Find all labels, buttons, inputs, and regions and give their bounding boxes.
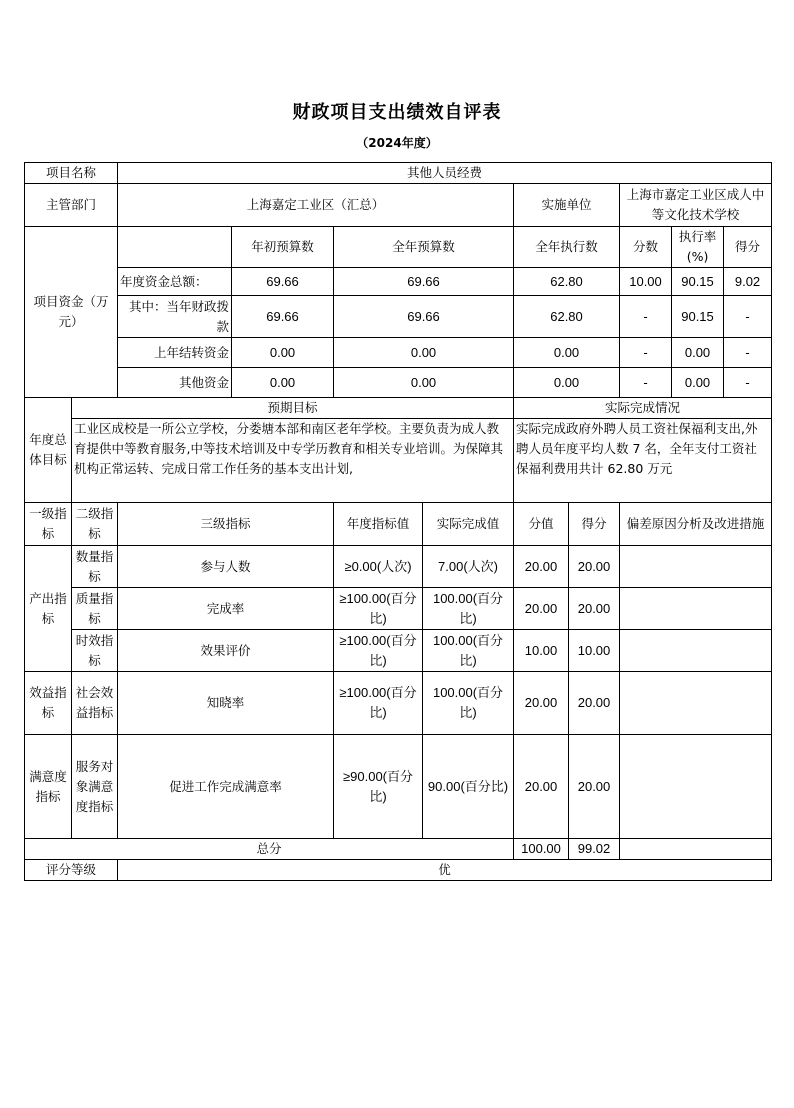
- funds-cell: 0.00: [232, 338, 334, 368]
- score-value-cell: 20.00: [514, 672, 569, 735]
- funds-header: 分数: [620, 227, 672, 268]
- target-cell: ≥100.00(百分比): [334, 672, 423, 735]
- actual-cell: 100.00(百分比): [423, 588, 514, 630]
- expected-goal-header: 预期目标: [72, 398, 514, 419]
- level3-cell: 知晓率: [118, 672, 334, 735]
- funds-cell: 90.15: [672, 268, 724, 296]
- score-value-cell: 20.00: [514, 735, 569, 839]
- total-score: 99.02: [569, 839, 620, 860]
- funds-cell: 9.02: [724, 268, 772, 296]
- score-cell: 20.00: [569, 588, 620, 630]
- deviation-cell: [620, 588, 772, 630]
- level2-cell: 社会效益指标: [72, 672, 118, 735]
- funds-header: 得分: [724, 227, 772, 268]
- deviation-cell: [620, 735, 772, 839]
- funds-cell: 0.00: [232, 368, 334, 398]
- level3-cell: 参与人数: [118, 546, 334, 588]
- score-cell: 20.00: [569, 546, 620, 588]
- target-cell: ≥100.00(百分比): [334, 630, 423, 672]
- dept-label: 主管部门: [25, 184, 118, 227]
- level1-cell: 满意度指标: [25, 735, 72, 839]
- level2-cell: 数量指标: [72, 546, 118, 588]
- funds-cell: -: [620, 338, 672, 368]
- score-cell: 20.00: [569, 735, 620, 839]
- level2-cell: 质量指标: [72, 588, 118, 630]
- target-cell: ≥100.00(百分比): [334, 588, 423, 630]
- actual-cell: 100.00(百分比): [423, 630, 514, 672]
- funds-cell: 69.66: [232, 296, 334, 338]
- level3-cell: 促进工作完成满意率: [118, 735, 334, 839]
- project-name-value: 其他人员经费: [118, 163, 772, 184]
- actual-cell: 90.00(百分比): [423, 735, 514, 839]
- funds-cell: 90.15: [672, 296, 724, 338]
- funds-header: 全年执行数: [514, 227, 620, 268]
- page-title: 财政项目支出绩效自评表: [292, 102, 502, 123]
- actual-header: 实际完成值: [423, 503, 514, 546]
- report-year: （2024年度）: [356, 136, 438, 150]
- funds-row-label: 上年结转资金: [118, 338, 232, 368]
- rating-label: 评分等级: [25, 860, 118, 881]
- funds-cell: 0.00: [334, 338, 514, 368]
- dept-value: 上海嘉定工业区（汇总）: [118, 184, 514, 227]
- funds-cell: -: [724, 368, 772, 398]
- actual-completion-header: 实际完成情况: [514, 398, 772, 419]
- funds-cell: -: [724, 296, 772, 338]
- expected-goal-text: 工业区成校是一所公立学校，分娄塘本部和南区老年学校。主要负责为成人教育提供中等教育服务,中等技术培训及中专学历教育和相关专业培训。为保障其机构正常运转、完成日常工作任务的基本支出计划,: [72, 419, 514, 503]
- level3-header: 三级指标: [118, 503, 334, 546]
- score-value-cell: 20.00: [514, 588, 569, 630]
- funds-cell: 0.00: [514, 338, 620, 368]
- deviation-cell: [620, 672, 772, 735]
- project-name-label: 项目名称: [25, 163, 118, 184]
- funds-cell: 0.00: [672, 338, 724, 368]
- deviation-cell: [620, 630, 772, 672]
- funds-header: 年初预算数: [232, 227, 334, 268]
- funds-cell: 69.66: [334, 296, 514, 338]
- score-value-cell: 10.00: [514, 630, 569, 672]
- actual-completion-text: 实际完成政府外聘人员工资社保福利支出,外聘人员年度平均人数 7 名，全年支付工资社保福利费用共计 62.80 万元: [514, 419, 772, 503]
- funds-cell: 0.00: [334, 368, 514, 398]
- level2-cell: 服务对象满意度指标: [72, 735, 118, 839]
- funds-cell: 69.66: [334, 268, 514, 296]
- level2-header: 二级指标: [72, 503, 118, 546]
- target-cell: ≥0.00(人次): [334, 546, 423, 588]
- funds-row-label: 其中：当年财政拨款: [118, 296, 232, 338]
- funds-cell: 62.80: [514, 296, 620, 338]
- funds-cell: 10.00: [620, 268, 672, 296]
- target-header: 年度指标值: [334, 503, 423, 546]
- level1-header: 一级指标: [25, 503, 72, 546]
- total-label: 总分: [25, 839, 514, 860]
- level1-cell: 效益指标: [25, 672, 72, 735]
- funds-row-label: 年度资金总额：: [118, 268, 232, 296]
- score-cell: 20.00: [569, 672, 620, 735]
- impl-unit-label: 实施单位: [514, 184, 620, 227]
- rating-value: 优: [118, 860, 772, 881]
- funds-cell: 69.66: [232, 268, 334, 296]
- target-cell: ≥90.00(百分比): [334, 735, 423, 839]
- funds-cell: 62.80: [514, 268, 620, 296]
- funds-cell: 0.00: [672, 368, 724, 398]
- funds-cell: -: [620, 296, 672, 338]
- deviation-cell: [620, 546, 772, 588]
- evaluation-table: [24, 162, 772, 881]
- funds-label: 项目资金（万元）: [25, 227, 118, 398]
- funds-row-label: 其他资金: [118, 368, 232, 398]
- score-header: 得分: [569, 503, 620, 546]
- score-cell: 10.00: [569, 630, 620, 672]
- level3-cell: 效果评价: [118, 630, 334, 672]
- funds-blank-header: [118, 227, 232, 268]
- actual-cell: 100.00(百分比): [423, 672, 514, 735]
- funds-cell: -: [724, 338, 772, 368]
- goals-label: 年度总体目标: [25, 398, 72, 503]
- level3-cell: 完成率: [118, 588, 334, 630]
- funds-cell: -: [620, 368, 672, 398]
- level1-cell: 产出指标: [25, 546, 72, 672]
- funds-cell: 0.00: [514, 368, 620, 398]
- total-score-value: 100.00: [514, 839, 569, 860]
- funds-header: 执行率(%): [672, 227, 724, 268]
- total-blank: [620, 839, 772, 860]
- score-value-cell: 20.00: [514, 546, 569, 588]
- score-value-header: 分值: [514, 503, 569, 546]
- funds-header: 全年预算数: [334, 227, 514, 268]
- deviation-header: 偏差原因分析及改进措施: [620, 503, 772, 546]
- impl-unit-value: 上海市嘉定工业区成人中等文化技术学校: [620, 184, 772, 227]
- actual-cell: 7.00(人次): [423, 546, 514, 588]
- level2-cell: 时效指标: [72, 630, 118, 672]
